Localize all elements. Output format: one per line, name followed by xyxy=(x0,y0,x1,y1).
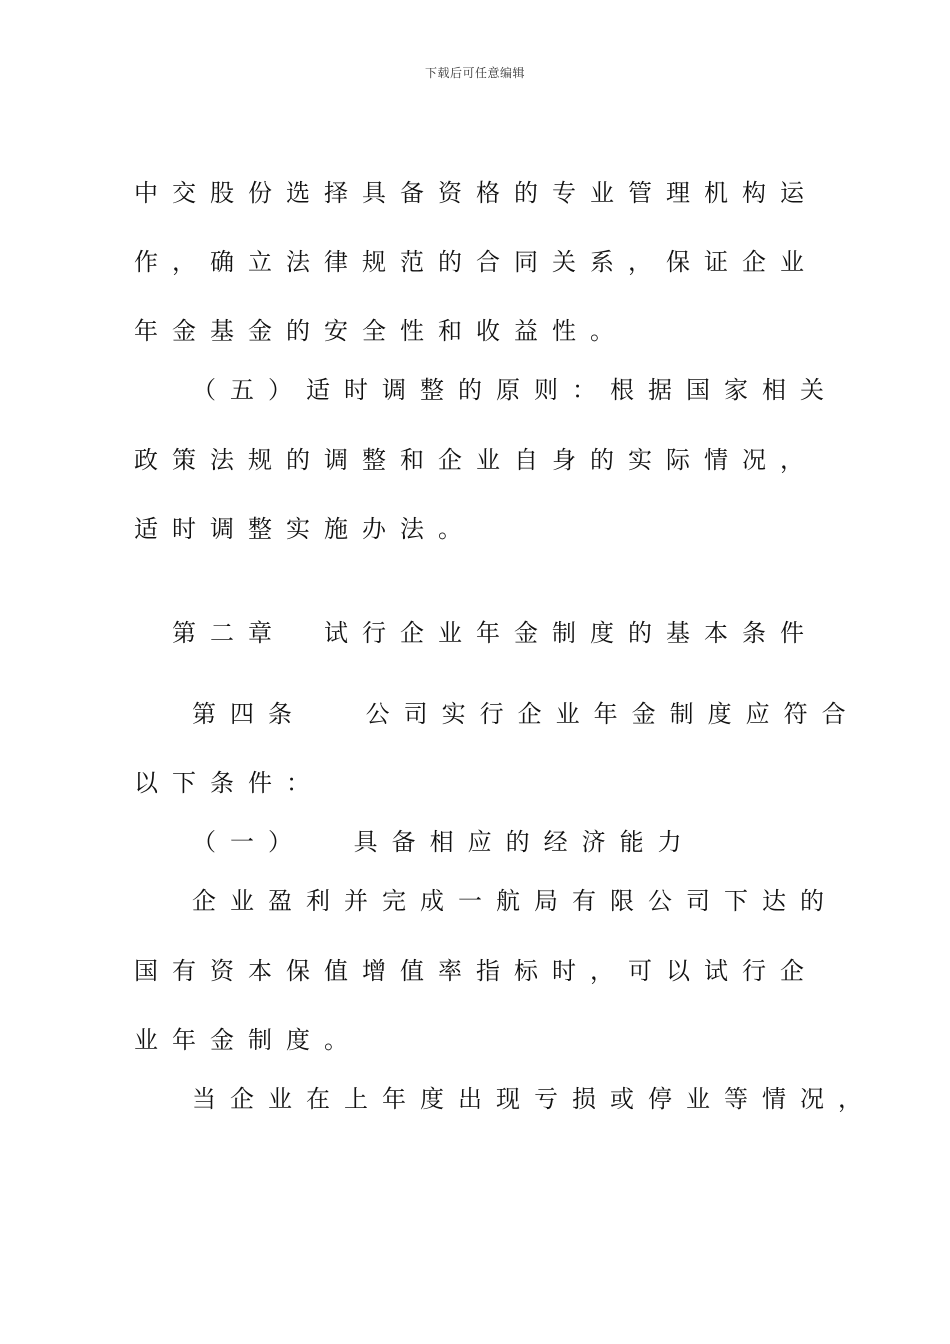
subsection-heading: （一） 具备相应的经济能力 xyxy=(192,828,696,856)
body-line-1: 中交股份选择具备资格的专业管理机构运 xyxy=(134,179,818,207)
body-line-4: （五）适时调整的原则：根据国家相关 xyxy=(192,376,838,404)
body-line-3: 年金基金的安全性和收益性。 xyxy=(134,317,628,345)
body-line-2: 作，确立法律规范的合同关系，保证企业 xyxy=(134,248,818,276)
chapter-heading: 第二章 试行企业年金制度的基本条件 xyxy=(172,619,818,647)
body-line-14: 当企业在上年度出现亏损或停业等情况， xyxy=(192,1085,876,1113)
body-line-12: 国有资本保值增值率指标时，可以试行企 xyxy=(134,957,818,985)
body-line-11: 企业盈利并完成一航局有限公司下达的 xyxy=(192,887,838,915)
article-heading: 第四条 公司实行企业年金制度应符合 xyxy=(192,700,860,728)
page-header: 下载后可任意编辑 xyxy=(424,66,525,80)
body-line-6: 适时调整实施办法。 xyxy=(134,515,476,543)
body-line-5: 政策法规的调整和企业自身的实际情况， xyxy=(134,446,818,474)
body-line-9: 以下条件： xyxy=(134,769,324,797)
body-line-13: 业年金制度。 xyxy=(134,1026,362,1054)
